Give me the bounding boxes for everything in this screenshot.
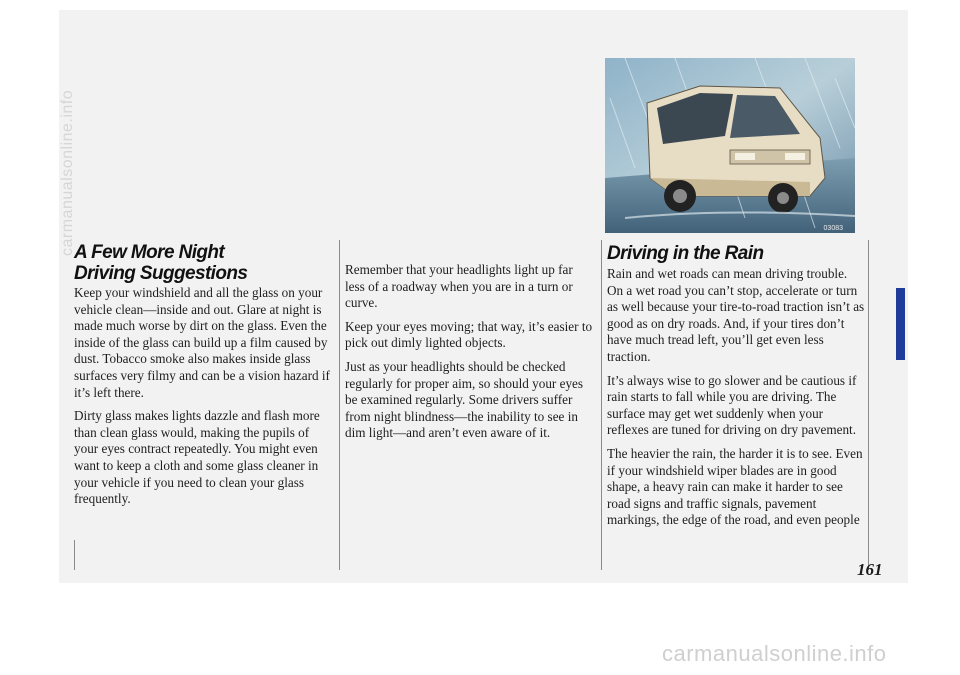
middle-paragraph-1: Remember that your headlights light up far less of a roadway when you are in a turn or curve. <box>345 262 573 311</box>
page-number: 161 <box>857 560 883 579</box>
middle-paragraph-2: Keep your eyes moving; that way, it’s easier to pick out dimly lighted objects. <box>345 318 593 351</box>
illustration-code: 03083 <box>823 225 843 232</box>
right-section-heading: Driving in the Rain <box>607 243 764 264</box>
right-paragraph-2: It’s always wise to go slower and be cautious if rain starts to fall while you are driving. The surface may get wet suddenly when your reflexes are tuned for driving on dry pavement. <box>607 372 857 438</box>
middle-column <box>345 262 595 449</box>
side-watermark: carmanualsonline.info <box>59 89 76 256</box>
left-paragraph-2: Dirty glass makes lights dazzle and flash more than clean glass would, making the pupils of your eyes contract repeatedly. You might even want to keep a cloth and some glass cleaner in your vehicle if you need to clean your glass frequently. <box>74 408 320 507</box>
van-in-rain-image <box>605 58 855 233</box>
van-in-rain-illustration <box>605 58 855 233</box>
column-rule-left <box>74 540 75 570</box>
bottom-watermark: carmanualsonline.info <box>662 641 887 666</box>
left-column <box>74 285 336 515</box>
left-paragraph-1: Keep your windshield and all the glass on your vehicle clean—inside and out. Glare at night is made much worse by dirt on the glass. Even the inside of the glass can build up a film caused by dust. Tobacco smoke also makes inside glass surfaces very filmy and can be a vision hazard if it’s left there. <box>74 285 330 400</box>
column-rule-right <box>601 240 602 570</box>
chapter-tab-marker <box>896 288 905 360</box>
left-section-heading: A Few More Night Driving Suggestions <box>74 242 248 284</box>
column-rule-far-right <box>868 240 869 570</box>
right-paragraph-1: Rain and wet roads can mean driving trouble. On a wet road you can’t stop, accelerate or turn as well because your tire-to-road traction isn’t as good as on dry roads. And, if your tires don’t have much tread left, you’ll get even less traction. <box>607 266 865 364</box>
column-rule-middle <box>339 240 340 570</box>
middle-paragraph-3: Just as your headlights should be checked regularly for proper aim, so should your eyes be examined regularly. Some drivers suffer from night blindness—the inability to see in dim light—and aren’t even aware of it. <box>345 358 584 441</box>
right-column <box>607 266 865 536</box>
right-paragraph-3: The heavier the rain, the harder it is to see. Even if your windshield wiper blades are in good shape, a heavy rain can make it harder to see road signs and traffic signals, pavement markings, the edge of the road, and even people <box>607 445 863 528</box>
